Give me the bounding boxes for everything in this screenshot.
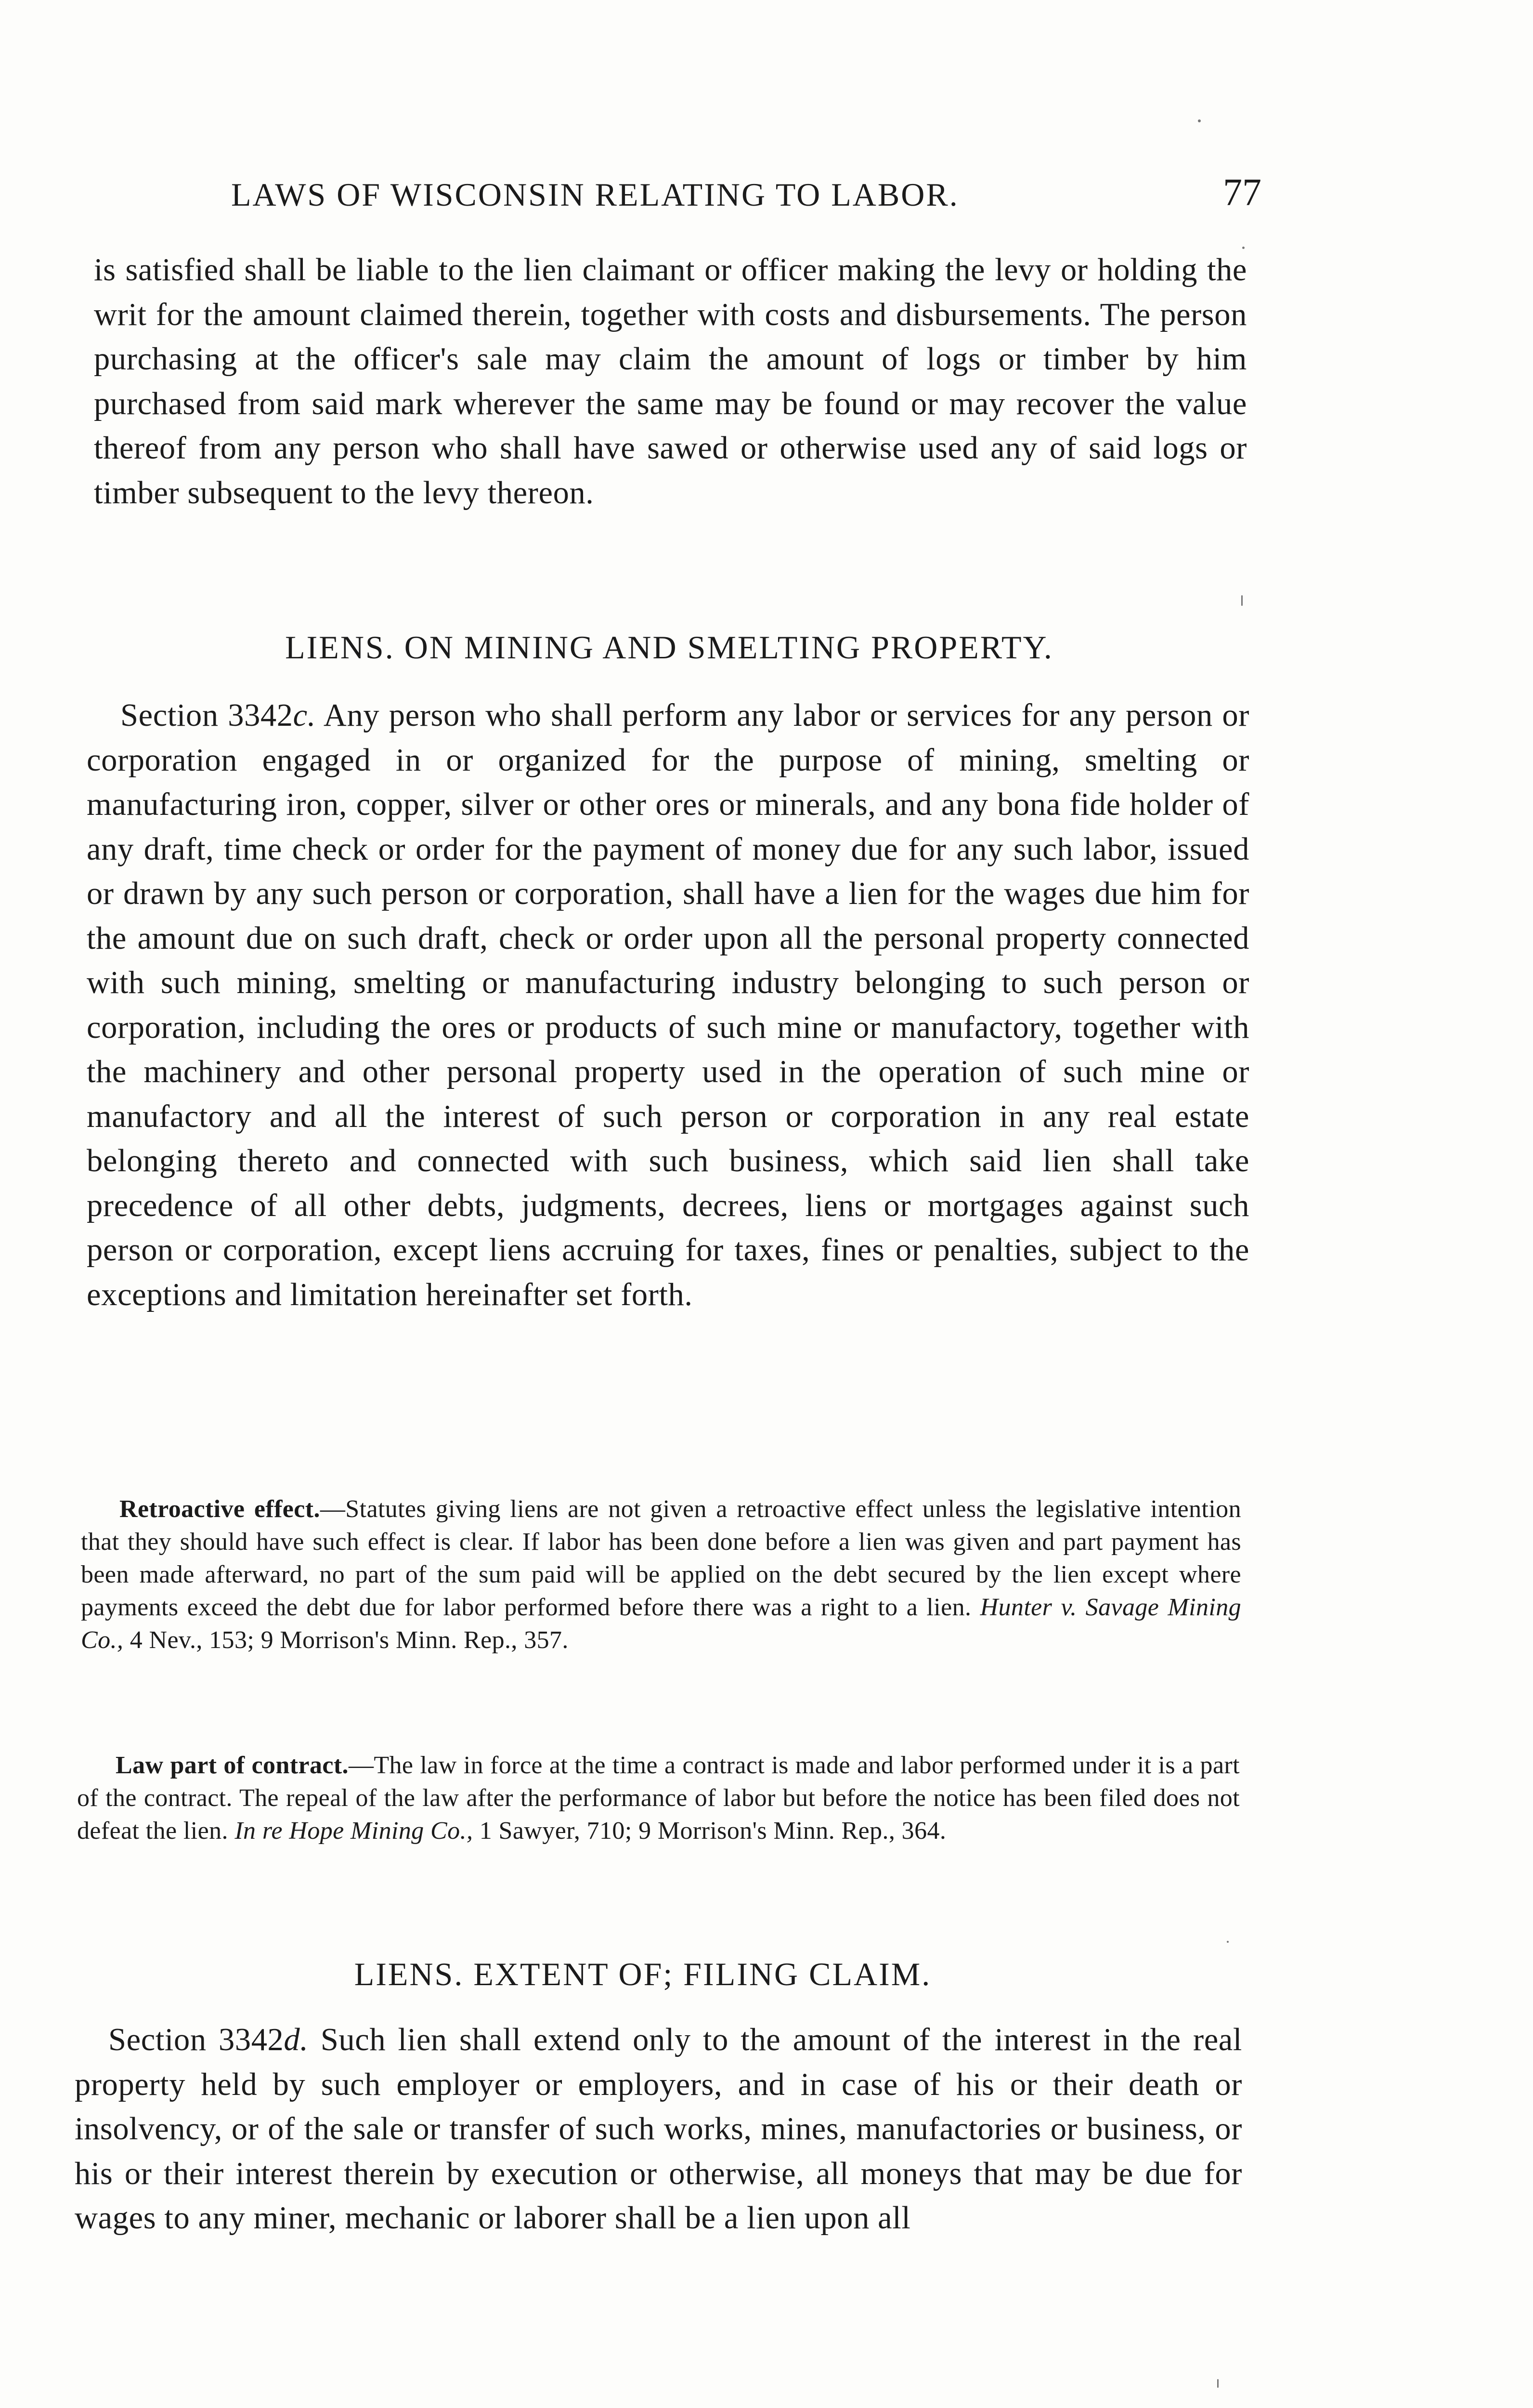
page-number: 77 — [1223, 171, 1261, 214]
note-retroactive-citation-rest: 4 Nev., 153; 9 Morrison's Minn. Rep., 357. — [130, 1626, 569, 1654]
scan-speck — [1198, 119, 1201, 122]
scan-speck — [1241, 595, 1243, 606]
note-contract-citation-rest: 1 Sawyer, 710; 9 Morrison's Minn. Rep., 364. — [479, 1817, 947, 1845]
scan-speck — [1227, 1941, 1229, 1943]
note-retroactive-text: —Statutes giving liens are not given a retroactive effect unless the legislative intention that they should have such effect is clear. If labor has been done before a lien was given and part payment has been made afterward, no part of the sum paid will be applied on the debt secured by the lien except where payments exceed the debt due for labor performed before there was a right to a lien. — [81, 1495, 1241, 1621]
note-retroactive-citation-case: Hunter v. Savage Mining Co., — [81, 1594, 1242, 1654]
continuation-text: is satisfied shall be liable to the lien claimant or officer making the levy or holding the writ for the amount claimed therein, together with costs and disbursements. The person purchasing at the officer's sale may claim the amount of logs or timber by him purchased from said mark wherever the same may be found or may recover the value thereof from any person who shall have sawed or otherwise used any of said logs or timber subsequent to the levy thereon. — [94, 252, 1247, 510]
note-retroactive-lead: Retroactive effect. — [119, 1495, 320, 1523]
running-head: LAWS OF WISCONSIN RELATING TO LABOR. — [231, 176, 959, 213]
section-3342d — [75, 2018, 1242, 2307]
page-header — [231, 171, 1261, 234]
continuation-paragraph — [94, 248, 1247, 561]
section-heading-mining: LIENS. ON MINING AND SMELTING PROPERTY. — [285, 629, 1053, 666]
note-contract-citation-case: In re Hope Mining Co., — [234, 1817, 473, 1845]
note-retroactive-effect — [81, 1493, 1241, 1714]
note-contract-text: —The law in force at the time a contract is made and labor performed under it is a part of the contract. The repeal of the law after the performance of labor but before the notice has been filed does not defeat the lien. — [77, 1752, 1240, 1845]
note-law-part-of-contract — [77, 1749, 1240, 1908]
section-3342d-suffix: d. — [284, 2022, 309, 2057]
scan-speck — [1217, 2379, 1219, 2388]
section-3342c — [87, 694, 1249, 1464]
scan-speck — [1242, 247, 1245, 249]
note-contract-lead: Law part of contract. — [116, 1752, 349, 1779]
section-heading-extent: LIENS. EXTENT OF; FILING CLAIM. — [354, 1956, 932, 1992]
section-3342c-number: Section 3342 — [120, 698, 293, 733]
section-3342c-text: Any person who shall perform any labor or services for any person or corporation engaged in or organized for the purpose of mining, smelting or manufacturing iron, copper, silver or other ores or minerals, and any bona fide holder of any draft, time check or order for the payment of money due for any such labor, issued or drawn by any such person or corporation, shall have a lien for the wages due him for the amount due on such draft, check or order upon all the personal property connected with such mining, smelting or manufacturing industry belonging to such person or corporation, including the ores or products of such mine or manufactory, together with the machinery and other personal property used in the operation of such mine or manufactory and all the interest of such person or corporation in any real estate belonging thereto and connected with such business, which said lien shall take precedence of all other debts, judgments, decrees, liens or mortgages against such person or corporation, except liens accruing for taxes, fines or penalties, subject to the exceptions and limitation hereinafter set forth. — [87, 698, 1249, 1312]
section-3342c-suffix: c. — [293, 698, 316, 733]
section-3342d-text: Such lien shall extend only to the amount of the interest in the real property held by such employer or employers, and in case of his or their death or insolvency, or of the sale or transfer of such works, mines, manufactories or business, or his or their interest therein by execution or otherwise, all moneys that may be due for wages to any miner, mechanic or laborer shall be a lien upon all — [75, 2022, 1242, 2236]
section-3342d-number: Section 3342 — [108, 2022, 284, 2057]
